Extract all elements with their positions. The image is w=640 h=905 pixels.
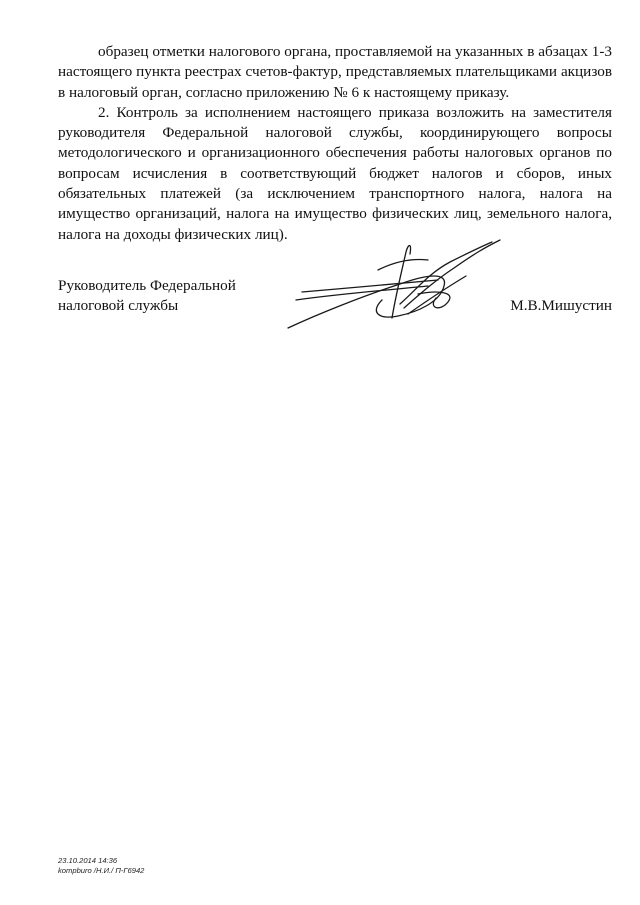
- paragraph-continuation: образец отметки налогового органа, проставляемой на указанных в абзацах 1-3 настоящего пункта реестрах счетов-фактур, представляемых плательщиками акцизов в налоговый орган, согласно приложению № 6 к настоящему приказу.: [58, 43, 612, 101]
- signatory-title-line2: налоговой службы: [58, 297, 179, 315]
- paragraph-2: 2. Контроль за исполнением настоящего приказа возложить на заместителя руководителя Федеральной налоговой службы, координирующего вопросы методологического и организационного обеспечения работы налоговых органов по вопросам исчисления в соответствующий бюджет налогов и сборов, иных обязательных платежей (за исключением транспортного налога, налога на имущество организаций, налога на имущество физических лиц, земельного налога, налога на доходы физических лиц).: [58, 103, 612, 243]
- signatory-title-line1: Руководитель Федеральной: [58, 277, 236, 294]
- footer-note: [58, 856, 144, 876]
- signatory-name: М.В.Мишустин: [510, 297, 612, 314]
- body-text: [58, 42, 612, 245]
- footer-reference: kompburo /Н.И./ П-Г6942: [58, 866, 145, 875]
- signatory-title: [58, 276, 278, 317]
- handwritten-signature: [278, 234, 510, 334]
- footer-date: 23.10.2014 14:36: [58, 856, 118, 865]
